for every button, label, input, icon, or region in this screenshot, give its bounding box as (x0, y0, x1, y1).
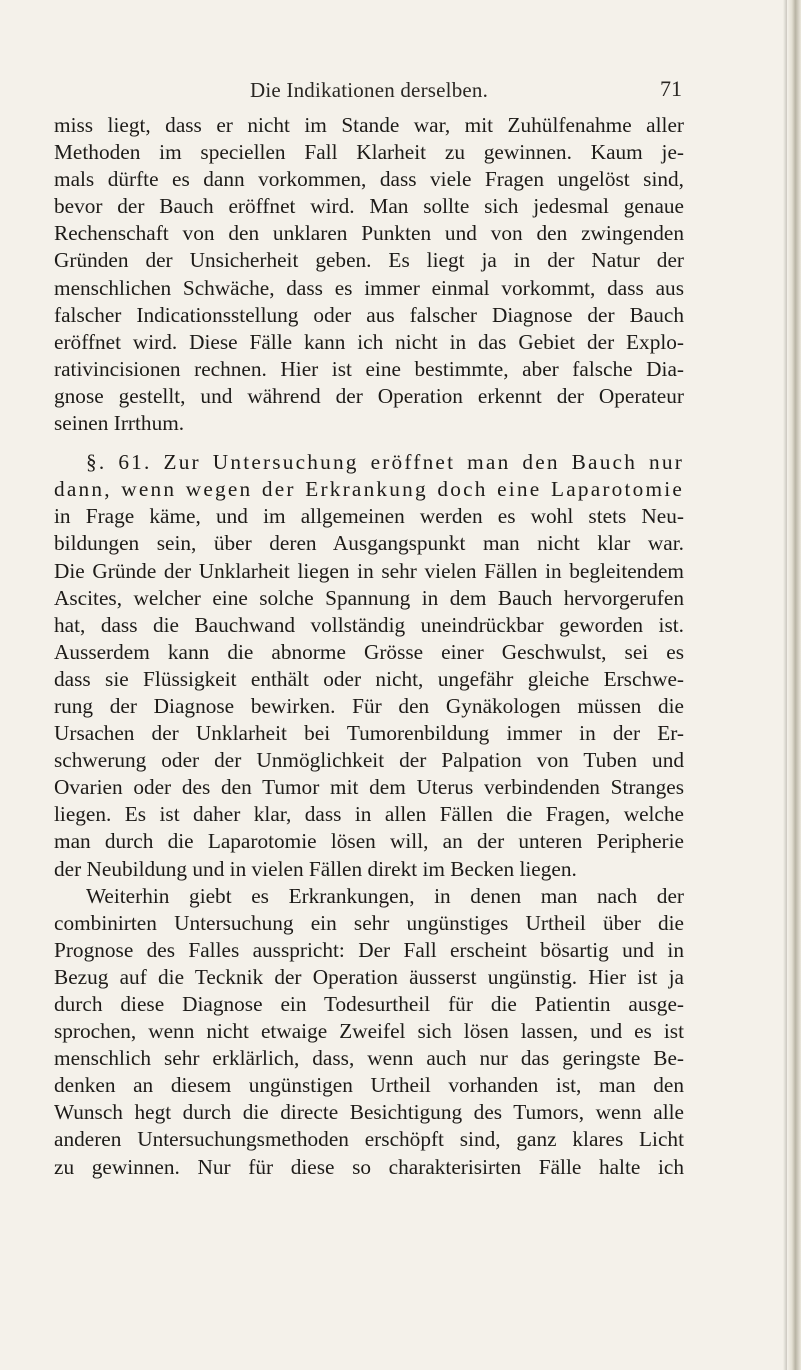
text-line: rativincisionen rechnen. Hier ist eine bestimmte, aber falsche Dia- (54, 356, 684, 381)
page-number: 71 (660, 76, 682, 101)
text-line: Die Gründe der Unklarheit liegen in sehr vielen Fällen in begleitendem (54, 558, 684, 583)
text-line: rung der Diagnose bewirken. Für den Gynäkologen müssen die (54, 693, 684, 718)
text-line: menschlichen Schwäche, dass es immer einmal vorkommt, dass aus (54, 275, 684, 300)
text-line: schwerung oder der Unmöglichkeit der Palpation von Tuben und (54, 748, 684, 773)
text-line: dann, wenn wegen der Erkrankung doch eine Laparotomie (54, 477, 684, 502)
text-line: gnose gestellt, und während der Operation erkennt der Operateur (54, 383, 684, 408)
text-line: hat, dass die Bauchwand vollständig uneindrückbar geworden ist. (54, 612, 684, 637)
text-line: sprochen, wenn nicht etwaige Zweifel sich lösen lassen, und es ist (54, 1019, 684, 1044)
text-line: Ascites, welcher eine solche Spannung in dem Bauch hervorgerufen (54, 585, 684, 610)
paragraph-3 (54, 883, 684, 1181)
text-line: Ursachen der Unklarheit bei Tumorenbildung immer in der Er- (54, 721, 684, 746)
text-line: bildungen sein, über deren Ausgangspunkt man nicht klar war. (54, 531, 684, 556)
text-line: der Neubildung und in vielen Fällen direkt im Becken liegen. (54, 856, 577, 881)
text-line: Ausserdem kann die abnorme Grösse einer Geschwulst, sei es (54, 639, 684, 664)
text-line: combinirten Untersuchung ein sehr ungünstiges Urtheil über die (54, 910, 684, 935)
running-head: Die Indikationen derselben. (250, 78, 489, 102)
text-line: mals dürfte es dann vorkommen, dass viele Fragen ungelöst sind, (54, 167, 684, 192)
text-line: zu gewinnen. Nur für diese so charakterisirten Fälle halte ich (54, 1154, 684, 1179)
text-line: Methoden im speciellen Fall Klarheit zu gewinnen. Kaum je- (54, 140, 684, 165)
text-line: Bezug auf die Tecknik der Operation äusserst ungünstig. Hier ist ja (54, 964, 684, 989)
text-line: menschlich sehr erklärlich, dass, wenn auch nur das geringste Be- (54, 1046, 684, 1071)
text-line: dass sie Flüssigkeit enthält oder nicht, ungefähr gleiche Erschwe- (54, 666, 684, 691)
text-line: denken an diesem ungünstigen Urtheil vorhanden ist, man den (54, 1073, 684, 1098)
text-line: anderen Untersuchungsmethoden erschöpft sind, ganz klares Licht (54, 1127, 684, 1152)
text-line: Gründen der Unsicherheit geben. Es liegt ja in der Natur der (54, 248, 684, 273)
text-line: falscher Indicationsstellung oder aus falscher Diagnose der Bauch (54, 302, 684, 327)
text-line: man durch die Laparotomie lösen will, an der unteren Peripherie (54, 829, 684, 854)
text-line: Prognose des Falles ausspricht: Der Fall erscheint bösartig und in (54, 937, 684, 962)
paragraph-1 (54, 112, 684, 437)
text-line: liegen. Es ist daher klar, dass in allen Fällen die Fragen, welche (54, 802, 684, 827)
page-edge (787, 0, 801, 1370)
paragraph-2-section-61 (54, 449, 684, 883)
text-line: Wunsch hegt durch die directe Besichtigung des Tumors, wenn alle (54, 1100, 684, 1125)
text-line: §. 61. Zur Untersuchung eröffnet man den Bauch nur (86, 450, 684, 475)
body-text (54, 112, 684, 1181)
text-line: Rechenschaft von den unklaren Punkten und von den zwingenden (54, 221, 684, 246)
text-line: seinen Irrthum. (54, 411, 185, 436)
text-line: durch diese Diagnose ein Todesurtheil für die Patientin ausge- (54, 992, 684, 1016)
text-line: eröffnet wird. Diese Fälle kann ich nicht in das Gebiet der Explo- (54, 329, 684, 354)
text-line: Ovarien oder des den Tumor mit dem Uterus verbindenden Stranges (54, 775, 684, 800)
text-line: Weiterhin giebt es Erkrankungen, in denen man nach der (86, 883, 684, 908)
text-line: bevor der Bauch eröffnet wird. Man sollte sich jedesmal genaue (54, 194, 684, 219)
text-line: in Frage käme, und im allgemeinen werden es wohl stets Neu- (54, 504, 684, 529)
text-line: miss liegt, dass er nicht im Stande war, mit Zuhülfenahme aller (54, 113, 684, 137)
